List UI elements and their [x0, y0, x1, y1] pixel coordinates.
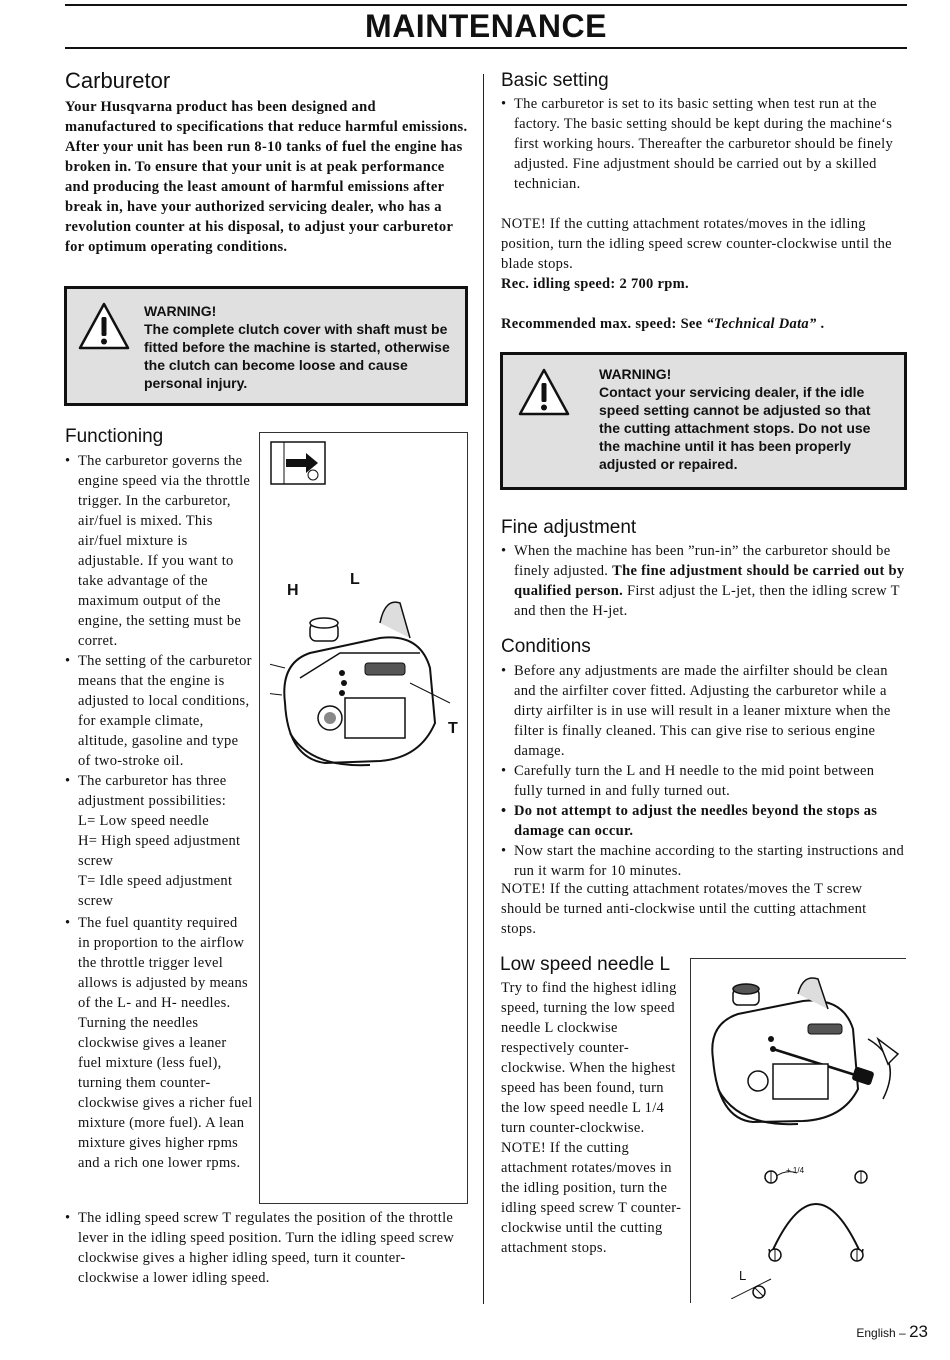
- warning-box-clutch: [64, 286, 468, 406]
- warning-triangle-icon: [517, 367, 571, 417]
- fine-adjustment-heading: Fine adjustment: [501, 517, 637, 538]
- page-title: MAINTENANCE: [365, 8, 607, 44]
- conditions-note: NOTE! If the cutting attachment rotates/moves the T screw should be turned anti-clockwise until the cutting attachment stops.: [501, 881, 867, 937]
- low-speed-note: NOTE! If the cutting attachment rotates/moves in the idling position, turn the idling speed screw T counter-clockwise until the cutting attachment stops.: [501, 1140, 682, 1256]
- choke-start-icon: [270, 441, 326, 485]
- list-item: [65, 771, 253, 911]
- basic-setting-notes: [501, 214, 901, 334]
- adjust-intro: • The carburetor has three adjustment possibilities:: [78, 773, 227, 809]
- carburetor-figure-frame: [259, 432, 468, 1204]
- warning-title: WARNING!: [144, 303, 217, 319]
- low-speed-heading: Low speed needle L: [500, 954, 671, 975]
- column-divider: [483, 74, 484, 1304]
- header-rule-top: [65, 4, 907, 6]
- list-item: • The setting of the carburetor means that the engine is adjusted to local conditions, for example climate, altitude, gasoline and type of two-stroke oil.: [65, 651, 253, 771]
- basic-setting-list: [501, 94, 906, 194]
- carburetor-intro-1: Your Husqvarna product has been designed and manufactured to specifications that reduce harmful emissions.: [65, 99, 468, 135]
- functioning-list-continued: [65, 1208, 455, 1288]
- low-speed-paragraph: Try to find the highest idling speed, turning the low speed needle L clockwise respectively counter-clockwise. When the highest speed has been found, turn the low speed needle L 1/4 turn counter-clockwise.: [501, 980, 677, 1136]
- needle-label-l: L: [739, 1268, 747, 1283]
- list-item: • Do not attempt to adjust the needles beyond the stops as damage can occur.: [501, 801, 906, 841]
- label-l: L: [350, 571, 360, 588]
- adjust-h: H= High speed adjustment screw: [78, 833, 241, 869]
- functioning-heading: Functioning: [65, 426, 164, 447]
- low-speed-figure-frame: [690, 958, 906, 1303]
- list-item: • The fuel quantity required in proportion to the airflow the throttle trigger level allows is adjusted by means of the L- and H- needles. Turning the needles clockwise gives a leaner fuel mixture (less fuel), turning them counter-clockwise gives a richer fuel mixture (more fuel). A lean mixture gives higher rpms and a rich one lower rpms.: [65, 913, 253, 1173]
- header-rule-bottom: [65, 47, 907, 49]
- adjust-l: L= Low speed needle: [78, 813, 210, 829]
- list-item: • Before any adjustments are made the airfilter should be clean and the airfilter cover fitted. Adjusting the carburetor while a dirty airfilter is in use will result in a leaner mixture when the filter is finally cleaned. This can give rise to serious engine damage.: [501, 661, 906, 761]
- list-item: • Now start the machine according to the starting instructions and run it warm for 10 minutes.: [501, 841, 906, 881]
- fine-adjustment-text: When the machine has been ”run-in” the carburetor should be finely adjusted.: [514, 543, 891, 579]
- carburetor-intro-2: After your unit has been run 8-10 tanks of fuel the engine has broken in. To ensure that your unit is at peak performance and producing the least amount of harmful emissions after break in, have your authorized servicing dealer, who has a revolution counter at his disposal, to adjust your carburetor for optimum operating conditions.: [65, 139, 463, 255]
- rec-max-suffix: .: [816, 316, 825, 332]
- page-number: 23: [909, 1322, 928, 1341]
- conditions-list: [501, 661, 906, 881]
- warning-text: Contact your servicing dealer, if the idle speed setting cannot be adjusted so that the cutting attachment stops. Do not use the machine until it has been properly adjusted or repaired.: [599, 384, 871, 472]
- engine-adjust-illustration: [703, 969, 903, 1129]
- rec-max-speed: [501, 314, 901, 334]
- warning-triangle-icon: [77, 301, 131, 351]
- needle-turn-diagram: [731, 1159, 901, 1299]
- fine-adjustment-text-end: First adjust the L-jet, then the idling screw T and then the H-jet.: [514, 583, 900, 619]
- engine-illustration: [270, 583, 460, 773]
- label-h: H: [287, 582, 299, 599]
- carburetor-intro: [65, 97, 470, 257]
- warning-text: The complete clutch cover with shaft must be fitted before the machine is started, otherwise the clutch can become loose and cause personal injury.: [144, 321, 450, 391]
- label-t: T: [448, 720, 458, 737]
- warning-title: WARNING!: [599, 366, 672, 382]
- rec-idling-speed: Rec. idling speed: 2 700 rpm.: [501, 276, 689, 292]
- fine-adjustment-bold: The fine adjustment should be carried out by qualified person.: [514, 563, 905, 599]
- low-speed-heading-wrap: [500, 954, 690, 976]
- fraction-label: + 1/4: [786, 1166, 805, 1175]
- list-item: • The idling speed screw T regulates the position of the throttle lever in the idling speed position. Turn the idling speed screw clockwise gives a higher idling speed, turn it counter-clockwise a lower idling speed.: [65, 1208, 455, 1288]
- list-item: • The carburetor is set to its basic setting when test run at the factory. The basic setting should be kept during the machine‘s first working hours. Thereafter the carburetor should be finely adjusted. Fine adjustment should be carried out by a skilled technician.: [501, 94, 906, 194]
- list-item: • Carefully turn the L and H needle to the mid point between fully turned in and fully turned out.: [501, 761, 906, 801]
- basic-setting-note: NOTE! If the cutting attachment rotates/moves in the idling position, turn the idling speed screw counter-clockwise until the blade stops.: [501, 216, 892, 272]
- basic-setting-heading: Basic setting: [501, 70, 609, 91]
- rec-max-prefix: Recommended max. speed: See: [501, 316, 707, 332]
- list-item: [501, 541, 906, 621]
- functioning-list: [65, 451, 253, 1173]
- low-speed-text: [501, 978, 686, 1258]
- adjust-t: T= Idle speed adjustment screw: [78, 873, 233, 909]
- warning-box-idle: [500, 352, 907, 490]
- technical-data-ref: “Technical Data”: [706, 316, 817, 332]
- conditions-heading: Conditions: [501, 636, 591, 657]
- list-item: • The carburetor governs the engine speed via the throttle trigger. In the carburetor, air/fuel is mixed. This air/fuel mixture is adjustable. If you want to take advantage of the maximum output of the engine, the setting must be corret.: [65, 451, 253, 651]
- fine-adjustment-list: [501, 541, 906, 621]
- carburetor-heading: Carburetor: [65, 68, 171, 93]
- footer-language: English –: [856, 1326, 906, 1340]
- page-footer: [856, 1322, 928, 1342]
